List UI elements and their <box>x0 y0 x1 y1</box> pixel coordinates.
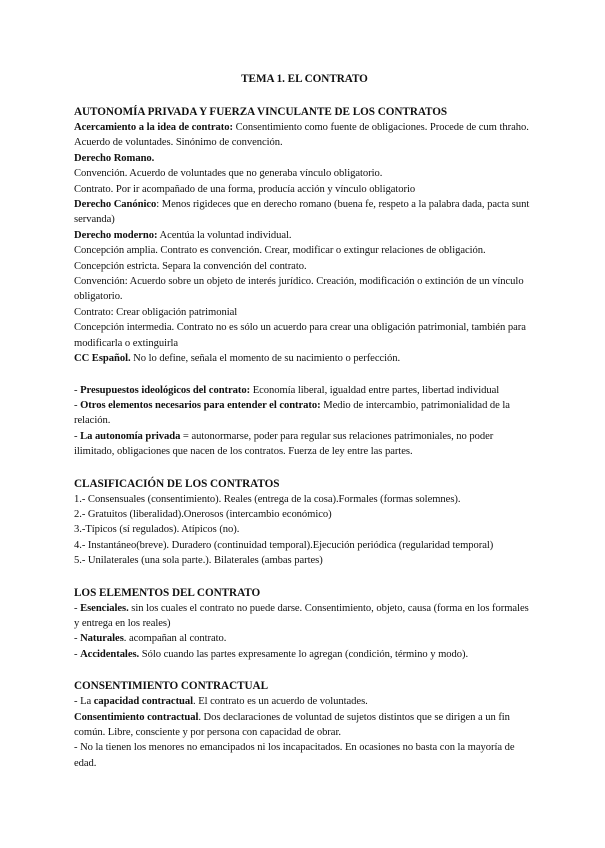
bullet-accidentales: - Accidentales. Sólo cuando las partes expresamente lo agregan (condición, término y modo). <box>74 648 469 660</box>
section-heading-consentimiento: CONSENTIMIENTO CONTRACTUAL <box>74 680 268 693</box>
text-derecho-canonico: : Menos rigideces que en derecho romano (buena fe, respeto a la palabra dada, pacta sunt servanda) <box>74 199 530 226</box>
list-item-clasificacion-3: 3.-Típicos (sí regulados). Atípicos (no). <box>74 524 240 536</box>
paragraph-acercamiento <box>74 120 535 151</box>
label-derecho-canonico: Derecho Canónico <box>74 199 157 211</box>
list-item-clasificacion-1: 1.- Consensuales (consentimiento). Reales (entrega de la cosa).Formales (formas solemnes). <box>74 493 461 505</box>
text-cc-espanol: No lo define, señala el momento de su nacimiento o perfección. <box>130 353 401 365</box>
line-convencion: Convención: Acuerdo sobre un objeto de interés jurídico. Creación, modificación o extinción de un vínculo obligatorio. <box>74 276 524 303</box>
list-item-clasificacion-2: 2.- Gratuitos (liberalidad).Onerosos (intercambio económico) <box>74 508 332 520</box>
bullet-otros-elementos: - Otros elementos necesarios para entender el contrato: Medio de intercambio, patrimonialidad de la relación. <box>74 399 510 427</box>
line-concepcion-amplia: Concepción amplia. Contrato es convención. Crear, modificar o extingur relaciones de obligación. <box>74 245 486 257</box>
label-derecho-romano: Derecho Romano. <box>74 152 155 164</box>
section-heading-autonomia: AUTONOMÍA PRIVADA Y FUERZA VINCULANTE DE LOS CONTRATOS <box>74 106 448 118</box>
paragraph-derecho-canonico <box>74 197 535 228</box>
paragraph-cc-espanol <box>74 351 535 366</box>
line-concepcion-estricta: Concepción estricta. Separa la convención del contrato. <box>74 260 307 272</box>
bullet-naturales: - Naturales. acompañan al contrato. <box>74 633 227 645</box>
bullet-esenciales: - Esenciales. sin los cuales el contrato no puede darse. Consentimiento, objeto, causa (forma en los formales y entrega en los reales) <box>74 602 529 629</box>
spacer <box>74 569 535 585</box>
label-acercamiento: Acercamiento a la idea de contrato: <box>74 122 233 133</box>
text-derecho-moderno: Acentúa la voluntad individual. <box>157 229 292 241</box>
line-romano-convencion: Convención. Acuerdo de voluntades que no generaba vínculo obligatorio. <box>74 168 383 180</box>
bullet-autonomia-privada: - La autonomía privada = autonormarse, poder para regular sus relaciones patrimoniales, no poder ilimitado, obligaciones que nacen de los contratos. Fuerza de ley entre las partes. <box>74 430 494 458</box>
section-heading-elementos: LOS ELEMENTOS DEL CONTRATO <box>74 586 261 599</box>
paragraph-derecho-moderno <box>74 228 535 243</box>
line-contrato: Contrato: Crear obligación patrimonial <box>74 306 238 318</box>
text-acercamiento: Consentimiento como fuente de obligaciones. Procede de cum thraho. Acuerdo de voluntades. Sinónimo de convención. <box>74 122 529 149</box>
line-concepcion-intermedia: Concepción intermedia. Contrato no es sólo un acuerdo para crear una obligación patrimonial, también para modificarla o extinguirla <box>74 322 526 349</box>
document-title: TEMA 1. EL CONTRATO <box>241 73 368 85</box>
list-item-clasificacion-5: 5.- Unilaterales (una sola parte.). Bilaterales (ambas partes) <box>74 555 323 567</box>
bullet-capacidad-contractual: - La capacidad contractual. El contrato es un acuerdo de voluntades. <box>74 696 368 708</box>
list-item-clasificacion-4: 4.- Instantáneo(breve). Duradero (continuidad temporal).Ejecución periódica (regularidad temporal) <box>74 539 494 551</box>
label-derecho-moderno: Derecho moderno: <box>74 229 158 241</box>
spacer <box>74 367 535 383</box>
bullet-menores: - No la tienen los menores no emancipados ni los incapacitados. En ocasiones no basta con la mayoría de edad. <box>74 742 515 769</box>
label-cc-espanol: CC Español. <box>74 353 131 365</box>
spacer <box>74 662 535 678</box>
bullet-presupuestos: - Presupuestos ideológicos del contrato: Economía liberal, igualdad entre partes, libertad individual <box>74 384 500 396</box>
paragraph-consentimiento-contractual: Consentimiento contractual. Dos declaraciones de voluntad de sujetos distintos que se dirigen a un fin común. Libre, consciente y por persona con capacidad de obrar. <box>74 711 510 738</box>
line-romano-contrato: Contrato. Por ir acompañado de una forma, producía acción y vínculo obligatorio <box>74 183 416 195</box>
section-heading-clasificacion: CLASIFICACIÓN DE LOS CONTRATOS <box>74 477 280 490</box>
spacer <box>74 460 535 476</box>
